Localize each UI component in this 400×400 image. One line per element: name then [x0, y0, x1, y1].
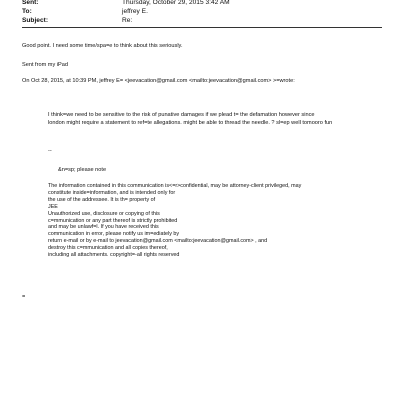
disclaimer-line: Unauthorized use, disclosure or copying of this — [48, 210, 160, 217]
disclaimer-line: constitute inside=information, and is intended only for — [48, 189, 176, 196]
disclaimer-line: the use of the addressee. It is th= property of — [48, 196, 156, 203]
disclaimer-line: and may be unlawf=l. If you have received this — [48, 224, 159, 231]
quoted-line-1: I think=we need to be sensitive to the risk of punative damages if we plead t= the defamation however since — [48, 112, 315, 118]
header-label-to: To: — [22, 8, 32, 15]
header-label-subject: Subject: — [22, 17, 49, 24]
nbsp-note: &n=sp; please note — [58, 167, 107, 173]
reply-text: Good point. I need some time/spa=e to think about this seriously. — [22, 43, 183, 49]
disclaimer-line: including all attachments. copyright=-all rights reserved — [48, 252, 180, 259]
quoted-line-2: london might require a statement to ref=te allegations. might be able to thread the needle. ? sl=ep well tomooro fun — [48, 120, 333, 126]
header-row-sent — [22, 0, 230, 7]
quote-intro: On Oct 28, 2015, at 10:39 PM, jeffrey E= <jeevacation@gmail.com <mailto:jeevacation@gmail.com> >=wrote: — [22, 78, 295, 84]
header-value-sent: Thursday, October 29, 2015 3:42 AM — [122, 0, 230, 6]
disclaimer-line: communication in error, please notify us im=ediately by — [48, 231, 180, 238]
header-row-subject — [22, 17, 132, 25]
separator: -- — [48, 148, 52, 154]
header-value-to: jeffrey E. — [122, 8, 148, 15]
disclaimer-line: destroy this c=mmunication and all copies thereof, — [48, 245, 168, 252]
header-divider — [22, 27, 382, 28]
trailing-mark: = — [22, 294, 26, 300]
disclaimer-block — [48, 183, 301, 259]
disclaimer-line: c=mmunication or any part thereof is strictly prohibited — [48, 217, 178, 224]
disclaimer-line: return e-mail or by e-mail to jeevacation@gmail.com <mailto:jeevacation@gmail.com> , and — [48, 238, 268, 245]
signature-text: Sent from my iPad — [22, 62, 69, 68]
header-row-to — [22, 8, 148, 16]
header-value-subject: Re: — [122, 17, 133, 24]
header-label-sent: Sent: — [22, 0, 39, 6]
disclaimer-line: JEE — [48, 203, 58, 210]
disclaimer-line: The information contained in this communication is<=r>confidential, may be attorney-client privileged, may — [48, 183, 302, 189]
